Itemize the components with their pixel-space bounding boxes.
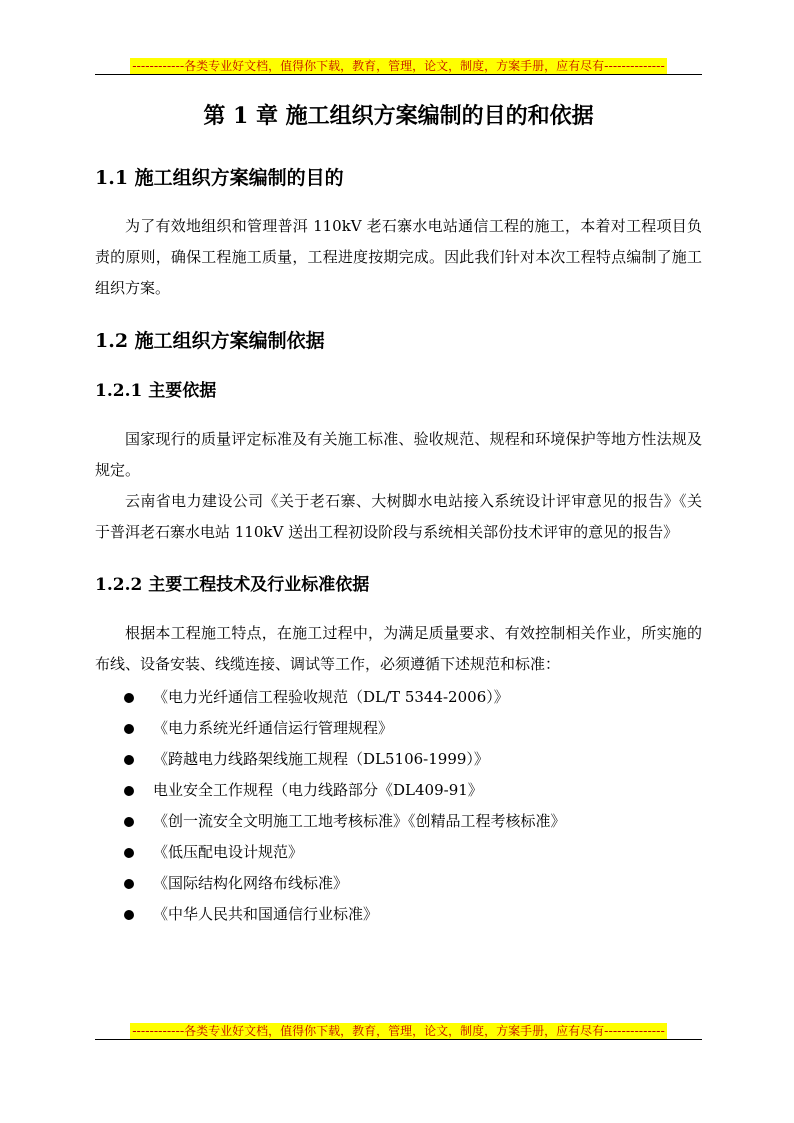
- list-item-text: 《电力光纤通信工程验收规范（DL/T 5344-2006）》: [153, 688, 509, 706]
- subsection-heading-1-2-2: 1.2.2 主要工程技术及行业标准依据: [95, 575, 370, 595]
- list-item: [95, 837, 702, 868]
- header-rule: [95, 74, 702, 75]
- bullet-icon: [124, 848, 134, 858]
- list-item: [95, 806, 702, 837]
- list-item: [95, 713, 702, 744]
- list-item-text: 《跨越电力线路架线施工规程（DL5106-1999）》: [153, 750, 489, 768]
- list-item: [95, 868, 702, 899]
- list-item-text: 《低压配电设计规范》: [153, 843, 304, 861]
- list-item-text: 《国际结构化网络布线标准》: [153, 874, 349, 892]
- section-heading-1-1: 1.1 施工组织方案编制的目的: [95, 167, 344, 189]
- bullet-icon: [124, 879, 134, 889]
- header-banner-wrap: [95, 55, 702, 74]
- footer-banner: ------------各类专业好文档，值得你下载，教育，管理，论文，制度，方案手册，应有尽有--------------: [132, 1024, 665, 1038]
- list-item: [95, 775, 702, 806]
- standards-list: [95, 682, 702, 930]
- document-body: [95, 96, 702, 930]
- list-item: [95, 899, 702, 930]
- subsection-1-2-1-paragraph-1: 国家现行的质量评定标准及有关施工标准、验收规范、规程和环境保护等地方性法规及规定。: [95, 430, 702, 479]
- chapter-title: 第 1 章 施工组织方案编制的目的和依据: [203, 103, 594, 129]
- bullet-icon: [124, 724, 134, 734]
- subsection-1-2-1-paragraph-2: 云南省电力建设公司《关于老石寨、大树脚水电站接入系统设计评审意见的报告》《关于普洱老石寨水电站 110kV 送出工程初设阶段与系统相关部份技术评审的意见的报告》: [95, 492, 702, 541]
- section-1-1-paragraph: 为了有效地组织和管理普洱 110kV 老石寨水电站通信工程的施工，本着对工程项目负责的原则，确保工程施工质量，工程进度按期完成。因此我们针对本次工程特点编制了施工组织方案。: [95, 217, 702, 297]
- header-banner: ------------各类专业好文档，值得你下载，教育，管理，论文，制度，方案手册，应有尽有--------------: [132, 59, 665, 73]
- list-item: [95, 682, 702, 713]
- bullet-icon: [124, 817, 134, 827]
- list-item-text: 《创一流安全文明施工工地考核标准》《创精品工程考核标准》: [153, 812, 566, 830]
- footer-banner-wrap: [95, 1020, 702, 1039]
- bullet-icon: [124, 693, 134, 703]
- bullet-icon: [124, 910, 134, 920]
- footer-rule: [95, 1039, 702, 1040]
- bullet-icon: [124, 755, 134, 765]
- subsection-heading-1-2-1: 1.2.1 主要依据: [95, 381, 217, 401]
- subsection-1-2-2-paragraph: 根据本工程施工特点，在施工过程中，为满足质量要求、有效控制相关作业，所实施的布线、设备安装、线缆连接、调试等工作，必须遵循下述规范和标准：: [95, 624, 702, 673]
- list-item-text: 《中华人民共和国通信行业标准》: [153, 905, 379, 923]
- list-item-text: 电业安全工作规程（电力线路部分《DL409-91》: [153, 781, 483, 799]
- section-heading-1-2: 1.2 施工组织方案编制依据: [95, 330, 325, 352]
- list-item-text: 《电力系统光纤通信运行管理规程》: [153, 719, 394, 737]
- bullet-icon: [124, 786, 134, 796]
- list-item: [95, 744, 702, 775]
